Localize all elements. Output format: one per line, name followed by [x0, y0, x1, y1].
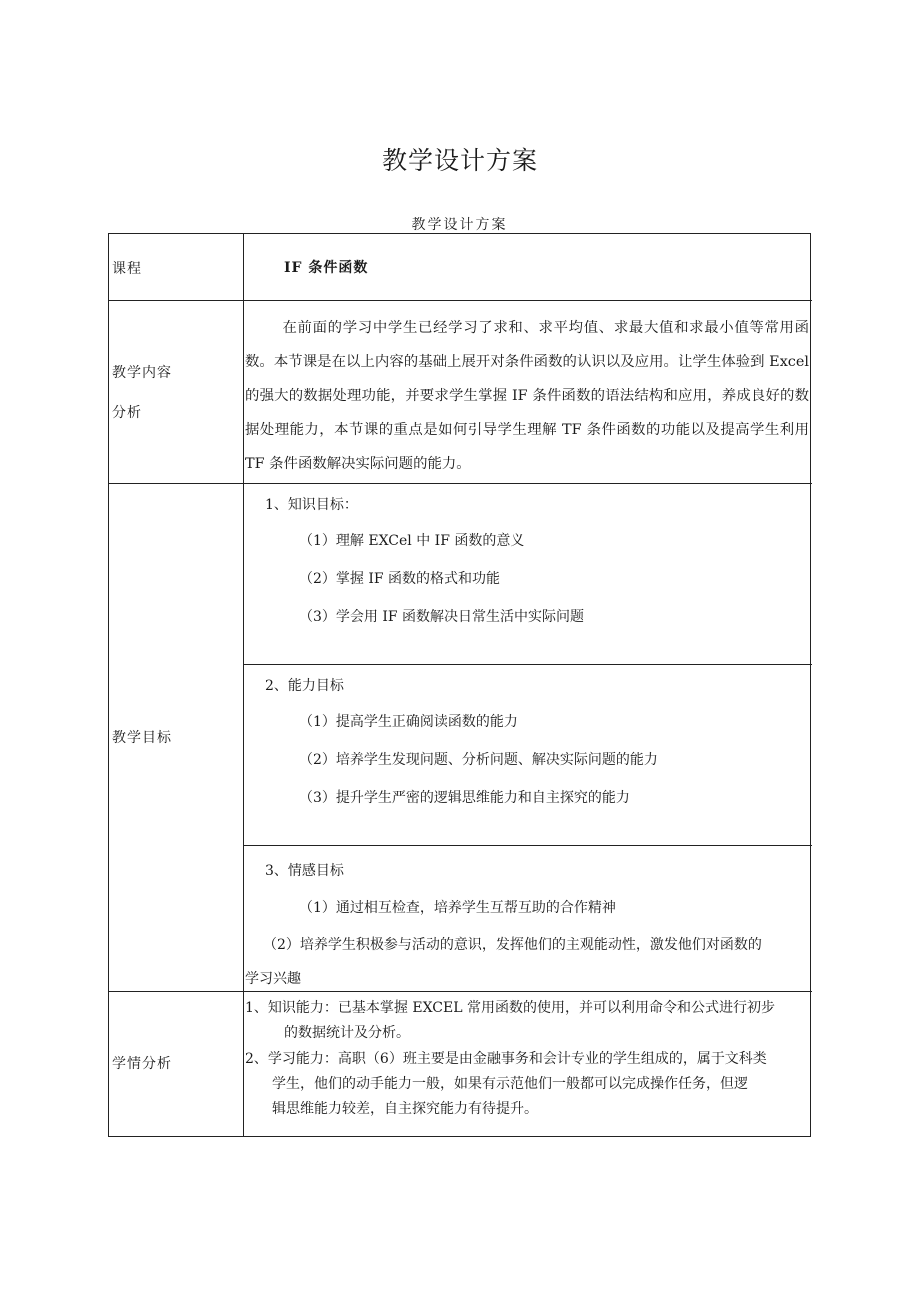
students-item-2-line1: 2、学习能力：高职（6）班主要是由金融事务和会计专业的学生组成的，属于文科类 — [245, 1051, 767, 1067]
course-value: IF 条件函数 — [284, 260, 369, 276]
column-divider — [243, 234, 244, 1136]
page-title: 教学设计方案 — [381, 146, 538, 175]
table-caption: 教学设计方案 — [411, 217, 508, 233]
content-label-line2: 分析 — [112, 405, 142, 421]
emotion-goal-item-2-line2: 学习兴趣 — [245, 971, 301, 987]
content-label-line1: 教学内容 — [112, 365, 172, 381]
row-divider-content — [109, 483, 812, 484]
emotion-goal-item-2-line1: （2）培养学生积极参与活动的意识，发挥他们的主观能动性，激发他们对函数的 — [263, 937, 762, 953]
lesson-plan-table — [108, 233, 811, 1137]
knowledge-goal-item-2: （2）掌握 IF 函数的格式和功能 — [299, 571, 501, 587]
ability-goal-item-1: （1）提高学生正确阅读函数的能力 — [299, 714, 518, 730]
students-item-2-line2: 学生，他们的动手能力一般，如果有示范他们一般都可以完成操作任务，但逻 — [272, 1076, 748, 1092]
students-label: 学情分析 — [112, 1056, 172, 1072]
ability-goal-item-2: （2）培养学生发现问题、分析问题、解决实际问题的能力 — [299, 752, 658, 768]
course-label: 课程 — [112, 261, 142, 277]
ability-goal-heading: 2、能力目标 — [265, 678, 344, 694]
subrow-divider-knowledge — [243, 664, 812, 665]
knowledge-goal-item-1: （1）理解 EXCel 中 IF 函数的意义 — [299, 533, 525, 549]
emotion-goal-heading: 3、情感目标 — [265, 863, 344, 879]
emotion-goal-item-1: （1）通过相互检查，培养学生互帮互助的合作精神 — [299, 900, 616, 916]
subrow-divider-ability — [243, 845, 812, 846]
knowledge-goal-item-3: （3）学会用 IF 函数解决日常生活中实际问题 — [299, 609, 585, 625]
ability-goal-item-3: （3）提升学生严密的逻辑思维能力和自主探究的能力 — [299, 790, 630, 806]
students-item-1-line2: 的数据统计及分析。 — [284, 1025, 410, 1041]
knowledge-goal-heading: 1、知识目标： — [265, 497, 358, 513]
goals-label: 教学目标 — [112, 730, 172, 746]
students-item-1-line1: 1、知识能力：已基本掌握 EXCEL 常用函数的使用，并可以利用命令和公式进行初步 — [245, 1000, 775, 1016]
row-divider-course — [109, 300, 812, 301]
row-divider-goals — [109, 991, 812, 992]
content-analysis-text: 在前面的学习中学生已经学习了求和、求平均值、求最大值和求最小值等常用函数。本节课是在以上内容的基础上展开对条件函数的认识以及应用。让学生体验到 Excel 的强大的数据处理功能，并要求学生掌握 IF 条件函数的语法结构和应用，养成良好的数据处理能力，本节课的重点是如何引导学生理解 TF 条件函数的功能以及提高学生利用 TF 条件函数解决实际问题的能力。 — [245, 320, 809, 472]
students-item-2-line3: 辑思维能力较差，自主探究能力有待提升。 — [272, 1101, 538, 1117]
